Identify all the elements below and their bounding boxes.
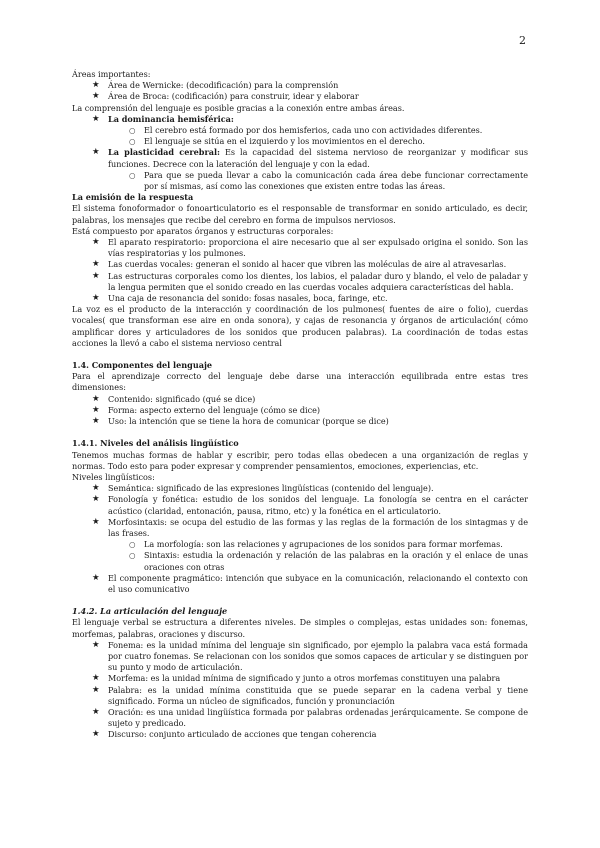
paragraph: El lenguaje verbal se estructura a diferentes niveles. De simples o complejas, estas unidades son: fonemas, morfemas, palabras, oraciones y discurso. (72, 617, 528, 639)
intro-text: Áreas importantes: (72, 69, 151, 79)
connection-text: La comprensión del lenguaje es posible gracias a la conexión entre ambas áreas. (72, 102, 405, 113)
list-item: ★ Forma: aspecto externo del lenguaje (cómo se dice) (72, 405, 528, 416)
sub-list-item: ○ El lenguaje se sitúa en el izquierdo y los movimientos en el derecho. (72, 136, 528, 147)
list-item-plasticity (72, 147, 528, 192)
sub-list-item: ○ La morfología: son las relaciones y agrupaciones de los sonidos para formar morfemas. (72, 539, 528, 550)
list-item: ★ Fonología y fonética: estudio de los sonidos del lenguaje. La fonología se centra en el carácter acústico (claridad, entonación, pausa, ritmo, etc) y la fonética en el articulatorio. (72, 494, 528, 516)
list-item: ★ Discurso: conjunto articulado de acciones que tengan coherencia (72, 729, 528, 740)
brain-list (72, 114, 528, 192)
articulation-list (72, 640, 528, 741)
list-item: ★ Las cuerdas vocales: generan el sonido al hacer que vibren las moléculas de aire al atravesarlas. (72, 259, 528, 270)
section-heading-1-4-1: 1.4.1. Niveles del análisis lingüístico (72, 438, 239, 449)
list-item: ★ Las estructuras corporales como los dientes, los labios, el paladar duro y blando, el velo de paladar y la lengua permiten que el sonido creado en las cuerdas vocales adquiera características del habla. (72, 271, 528, 293)
list-item: ★ Uso: la intención que se tiene la hora de comunicar (porque se dice) (72, 416, 528, 427)
list-item: ★ El aparato respiratorio: proporciona el aire necesario que al ser expulsado origina el sonido. Son las vías respiratorias y los pulmones. (72, 237, 528, 259)
page-number: 2 (519, 34, 526, 47)
list-item: ★ Una caja de resonancia del sonido: fosas nasales, boca, faringe, etc. (72, 293, 528, 304)
list-item: ★ Morfema: es la unidad mínima de significado y junto a otros morfemas constituyen una palabra (72, 673, 528, 684)
plasticity-sublist (72, 170, 528, 192)
paragraph: Está compuesto por aparatos órganos y estructuras corporales: (72, 225, 334, 236)
section-heading-1-4: 1.4. Componentes del lenguaje (72, 360, 213, 371)
list-item: ★ Semántica: significado de las expresiones lingüísticas (contenido del lenguaje). (72, 483, 528, 494)
plasticity-text: Es la capacidad del sistema nervioso de reorganizar y modificar sus funciones. Decrece con la lateración del lenguaje y con la edad. (108, 147, 528, 169)
sub-list-item: ○ El cerebro está formado por dos hemisferios, cada uno con actividades diferentes. (72, 125, 528, 136)
morphosyntax-sublist (72, 539, 528, 573)
paragraph: Niveles lingüísticos: (72, 471, 155, 482)
paragraph: Tenemos muchas formas de hablar y escribir, pero todas ellas obedecen a una organización de reglas y normas. Todo esto para poder expresar y comprender pensamientos, emociones, experiencias, etc. (72, 449, 528, 471)
levels-list (72, 483, 528, 539)
list-item-hemispheric (72, 114, 528, 148)
section-heading-1-4-2: 1.4.2. La articulación del lenguaje (72, 606, 228, 617)
paragraph: La voz es el producto de la interacción y coordinación de los pulmones( fuentes de aire o folio), cuerdas vocales( que transforman ese aire en onda sonora), y cajas de resonancia y órganos de articulación( cómo amplificar dores y articuladores de los sonidos que producen palabras). La coordinación de todas estas acciones la llevó a cabo el sistema nervioso central (72, 304, 528, 348)
pragmatic-list (72, 573, 528, 595)
list-item: ★ Morfosintaxis: se ocupa del estudio de las formas y las reglas de la formación de los sintagmas y de las frases. (72, 517, 528, 539)
areas-list (72, 80, 528, 102)
sub-list-item: ○ Para que se pueda llevar a cabo la comunicación cada área debe funcionar correctamente por sí mismas, así como las conexiones que existen entre todas las áreas. (72, 170, 528, 192)
list-item: ★ Palabra: es la unidad mínima constituida que se puede separar en la cadena verbal y tiene significado. Forma un núcleo de significados, función y pronunciación (72, 685, 528, 707)
emission-list (72, 237, 528, 304)
list-item: ★ Fonema: es la unidad mínima del lenguaje sin significado, por ejemplo la palabra vaca está formada por cuatro fonemas. Se relacionan con los sonidos que somos capaces de articular y se distinguen por su punto y modo de articulación. (72, 640, 528, 674)
list-item: ★ Área de Wernicke: (decodificación) para la comprensión (72, 80, 528, 91)
hemispheric-label: La dominancia hemisférica: (108, 113, 234, 124)
page-content (72, 69, 528, 741)
section-heading-emission: La emisión de la respuesta (72, 192, 194, 203)
list-item: ★ Contenido: significado (qué se dice) (72, 394, 528, 405)
list-item: ★ Área de Broca: (codificación) para construir, idear y elaborar (72, 91, 528, 102)
list-item: ★ El componente pragmático: intención que subyace en la comunicación, relacionando el contexto con el uso comunicativo (72, 573, 528, 595)
paragraph: El sistema fonoformador o fonoarticulatorio es el responsable de transformar en sonido articulado, es decir, palabras, los mensajes que recibe del cerebro en forma de impulsos nerviosos. (72, 203, 528, 225)
plasticity-label: La plasticidad cerebral: (108, 147, 221, 158)
paragraph: Para el aprendizaje correcto del lenguaje debe darse una interacción equilibrada entre estas tres dimensiones: (72, 371, 528, 393)
list-item: ★ Oración: es una unidad lingüística formada por palabras ordenadas jerárquicamente. Se compone de sujeto y predicado. (72, 707, 528, 729)
sub-list-item: ○ Sintaxis: estudia la ordenación y relación de las palabras en la oración y el enlace de unas oraciones con otras (72, 550, 528, 572)
hemispheric-sublist (72, 125, 528, 147)
components-list (72, 394, 528, 428)
